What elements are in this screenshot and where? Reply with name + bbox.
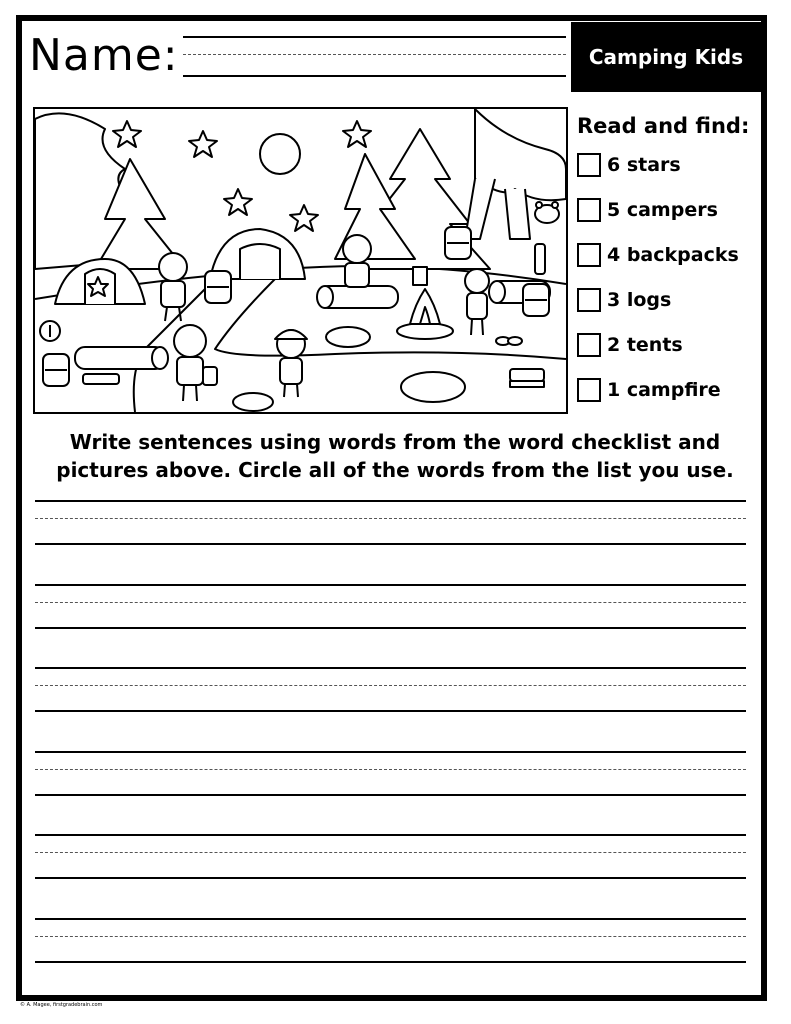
logs-checkbox[interactable] (577, 288, 601, 312)
campfire-checkbox[interactable] (577, 378, 601, 402)
writing-solid-line (35, 627, 746, 629)
instructions-line-2: pictures above. Circle all of the words from the list you use. (56, 458, 734, 482)
writing-instructions (24, 428, 766, 484)
writing-dashed-line (35, 936, 746, 937)
writing-dashed-line (35, 602, 746, 603)
instructions-line-1: Write sentences using words from the word checklist and (69, 430, 721, 454)
backpack-2 (445, 227, 471, 259)
lantern (203, 367, 217, 385)
title-badge (571, 22, 761, 92)
camper-4 (174, 325, 206, 401)
title-badge-text: Camping Kids (588, 45, 744, 69)
find-item-stars (577, 150, 681, 180)
campfire (397, 289, 453, 339)
writing-solid-line (35, 961, 746, 963)
find-item-label: 6 stars (607, 154, 681, 176)
camper-3 (465, 269, 489, 335)
writing-solid-line (35, 751, 746, 753)
log-left (75, 347, 168, 369)
flashlight (83, 374, 119, 384)
name-label: Name: (29, 30, 179, 81)
writing-solid-line (35, 834, 746, 836)
read-and-find-title: Read and find: (577, 114, 750, 138)
writing-dashed-line (35, 769, 746, 770)
name-top-line (183, 36, 566, 38)
backpacks-checkbox[interactable] (577, 243, 601, 267)
log-center (317, 286, 398, 308)
writing-solid-line (35, 584, 746, 586)
rock-2 (401, 372, 465, 402)
find-item-label: 5 campers (607, 199, 718, 221)
backpack-3 (523, 284, 549, 316)
find-item-logs (577, 285, 671, 315)
writing-solid-line (35, 794, 746, 796)
find-item-label: 4 backpacks (607, 244, 739, 266)
stars-checkbox[interactable] (577, 153, 601, 177)
writing-solid-line (35, 710, 746, 712)
writing-solid-line (35, 500, 746, 502)
smores (510, 369, 544, 387)
find-item-label: 2 tents (607, 334, 683, 356)
writing-solid-line (35, 543, 746, 545)
backpack-1 (205, 271, 231, 303)
camper-5 (275, 330, 307, 397)
moon-icon (260, 134, 300, 174)
tents-checkbox[interactable] (577, 333, 601, 357)
copyright-credit: © A. Magee, firstgradebrain.com (20, 1002, 103, 1008)
rock-1 (326, 327, 370, 347)
find-item-backpacks (577, 240, 739, 270)
compass (40, 321, 60, 341)
writing-solid-line (35, 667, 746, 669)
find-item-label: 3 logs (607, 289, 672, 311)
find-item-tents (577, 330, 683, 360)
writing-dashed-line (35, 852, 746, 853)
find-item-label: 1 campfire (607, 379, 721, 401)
campers-checkbox[interactable] (577, 198, 601, 222)
writing-solid-line (35, 877, 746, 879)
name-mid-line (183, 54, 566, 55)
name-base-line (183, 75, 566, 77)
writing-dashed-line (35, 518, 746, 519)
teddy-bear (535, 202, 559, 223)
find-item-campfire (577, 375, 721, 405)
shoes (496, 337, 522, 345)
thermos (535, 244, 545, 274)
writing-solid-line (35, 918, 746, 920)
camping-scene-picture (33, 107, 568, 414)
rock-3 (233, 393, 273, 411)
backpack-4 (43, 354, 69, 386)
writing-dashed-line (35, 685, 746, 686)
find-item-campers (577, 195, 718, 225)
